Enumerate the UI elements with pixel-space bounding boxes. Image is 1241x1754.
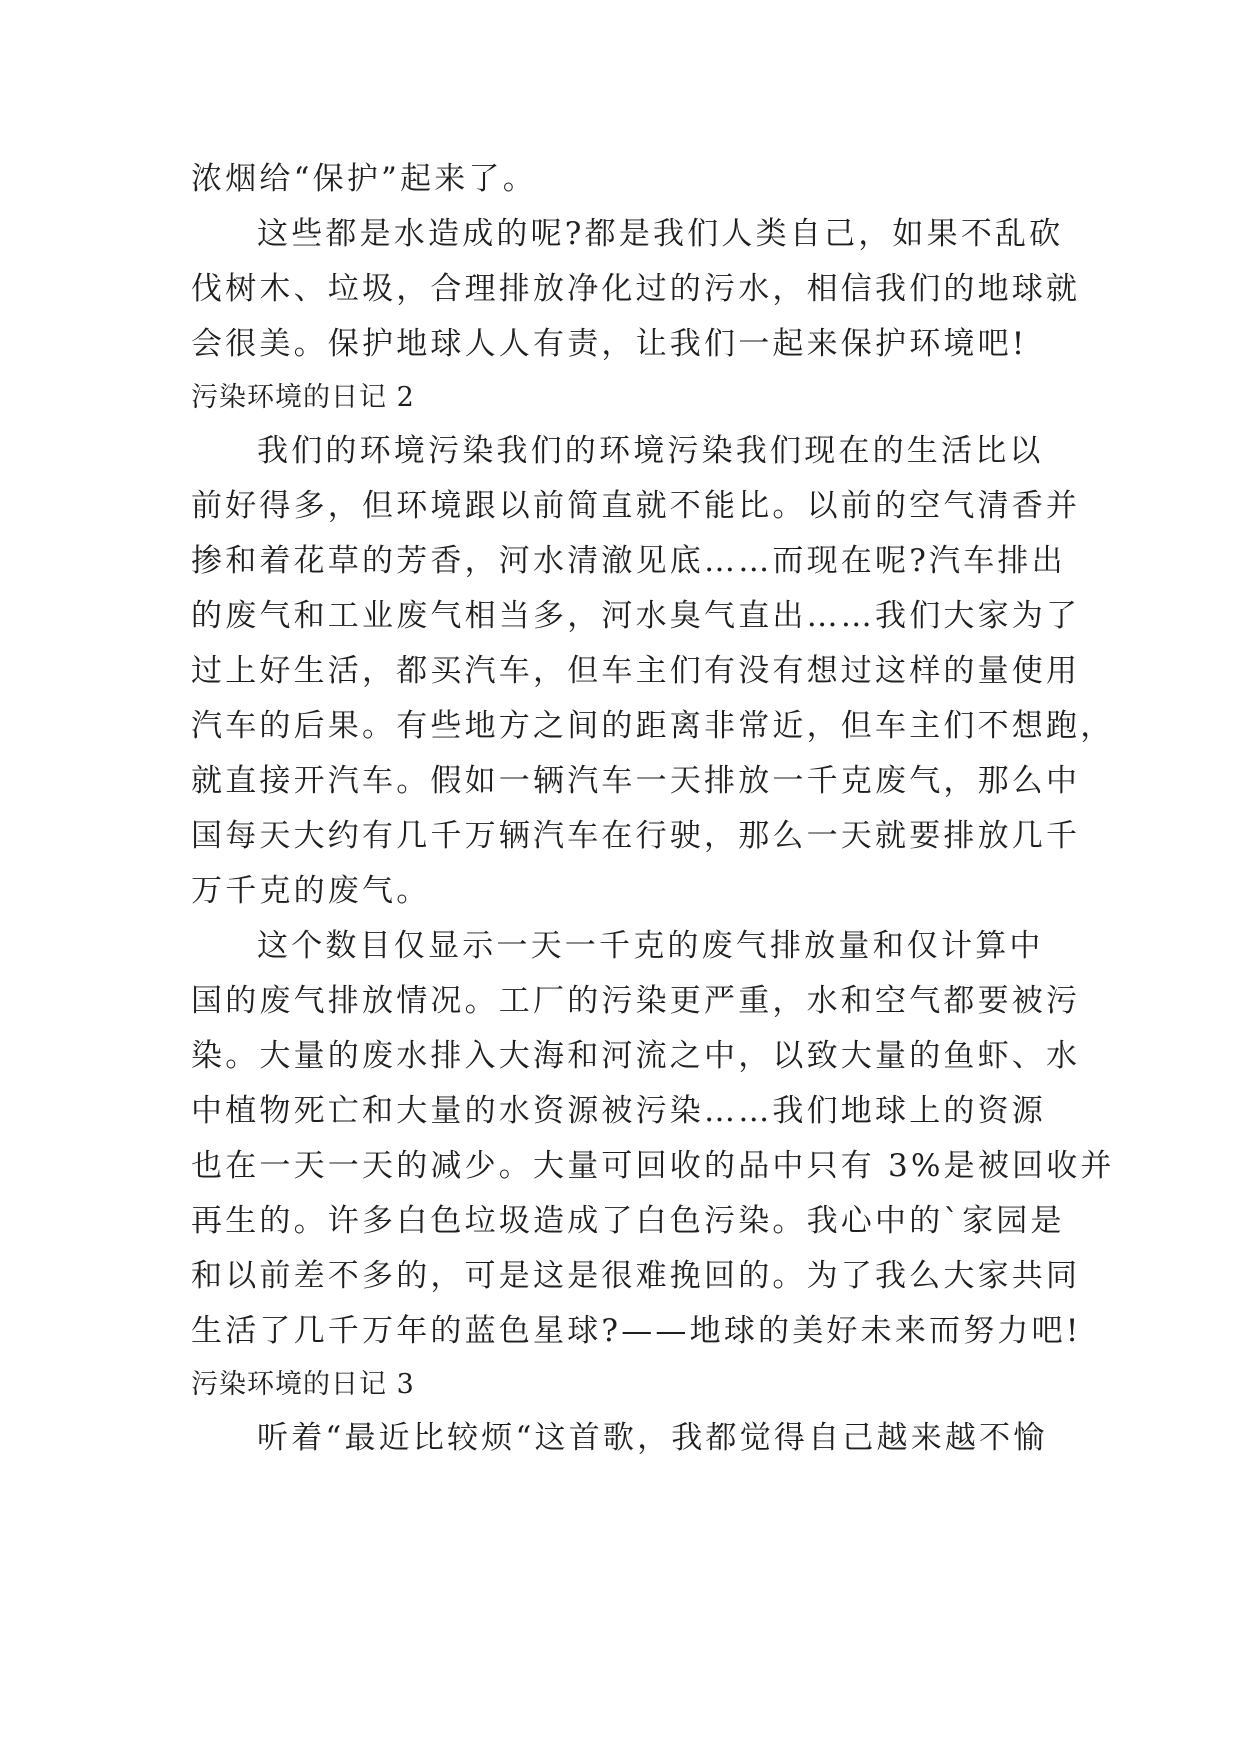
- paragraph: [191, 1411, 1057, 1466]
- paragraph: [191, 424, 1115, 919]
- text-line: 这个数目仅显示一天一千克的废气排放量和仅计算中: [257, 928, 1044, 964]
- text-line: 伐树木、垃圾，合理排放净化过的污水，相信我们的地球就: [191, 271, 1081, 307]
- text-line: 这些都是水造成的呢?都是我们人类自己，如果不乱砍: [257, 216, 1064, 252]
- text-line: 生活了几千万年的蓝色星球?——地球的美好未来而努力吧!: [191, 1313, 1082, 1349]
- text-line: 再生的。许多白色垃圾造成了白色污染。我心中的`家园是: [191, 1203, 1065, 1239]
- paragraph: [191, 919, 1115, 1359]
- paragraph-continuation: [191, 152, 1057, 207]
- text-line: 就直接开汽车。假如一辆汽车一天排放一千克废气，那么中: [191, 763, 1081, 799]
- text-line: 过上好生活，都买汽车，但车主们有没有想过这样的量使用: [191, 653, 1081, 689]
- section-heading: 污染环境的日记 3: [191, 1369, 415, 1400]
- text-line: 会很美。保护地球人人有责，让我们一起来保护环境吧!: [191, 326, 1028, 362]
- section-heading: 污染环境的日记 2: [191, 382, 415, 413]
- paragraph: [191, 207, 1081, 372]
- text-line: 浓烟给“保护”起来了。: [191, 161, 537, 197]
- text-line: 国的废气排放情况。工厂的污染更严重，水和空气都要被污: [191, 983, 1081, 1019]
- text-line: 万千克的废气。: [191, 873, 431, 909]
- text-line: 国每天大约有几千万辆汽车在行驶，那么一天就要排放几千: [191, 818, 1081, 854]
- text-line: 染。大量的废水排入大海和河流之中，以致大量的鱼虾、水: [191, 1038, 1081, 1074]
- text-line: 也在一天一天的减少。大量可回收的品中只有 3%是被回收并: [191, 1148, 1115, 1184]
- text-line: 中植物死亡和大量的水资源被污染……我们地球上的资源: [191, 1093, 1046, 1129]
- text-line: 掺和着花草的芳香，河水清澈见底……而现在呢?汽车排出: [191, 543, 1066, 579]
- document-body: [191, 152, 1115, 1466]
- text-line: 我们的环境污染我们的环境污染我们现在的生活比以: [257, 433, 1044, 469]
- text-line: 听着“最近比较烦“这首歌，我都觉得自己越来越不愉: [257, 1420, 1048, 1456]
- text-line: 前好得多，但环境跟以前简直就不能比。以前的空气清香并: [191, 488, 1081, 524]
- text-line: 的废气和工业废气相当多，河水臭气直出……我们大家为了: [191, 598, 1081, 634]
- text-line: 汽车的后果。有些地方之间的距离非常近，但车主们不想跑，: [191, 708, 1115, 744]
- text-line: 和以前差不多的，可是这是很难挽回的。为了我么大家共同: [191, 1258, 1081, 1294]
